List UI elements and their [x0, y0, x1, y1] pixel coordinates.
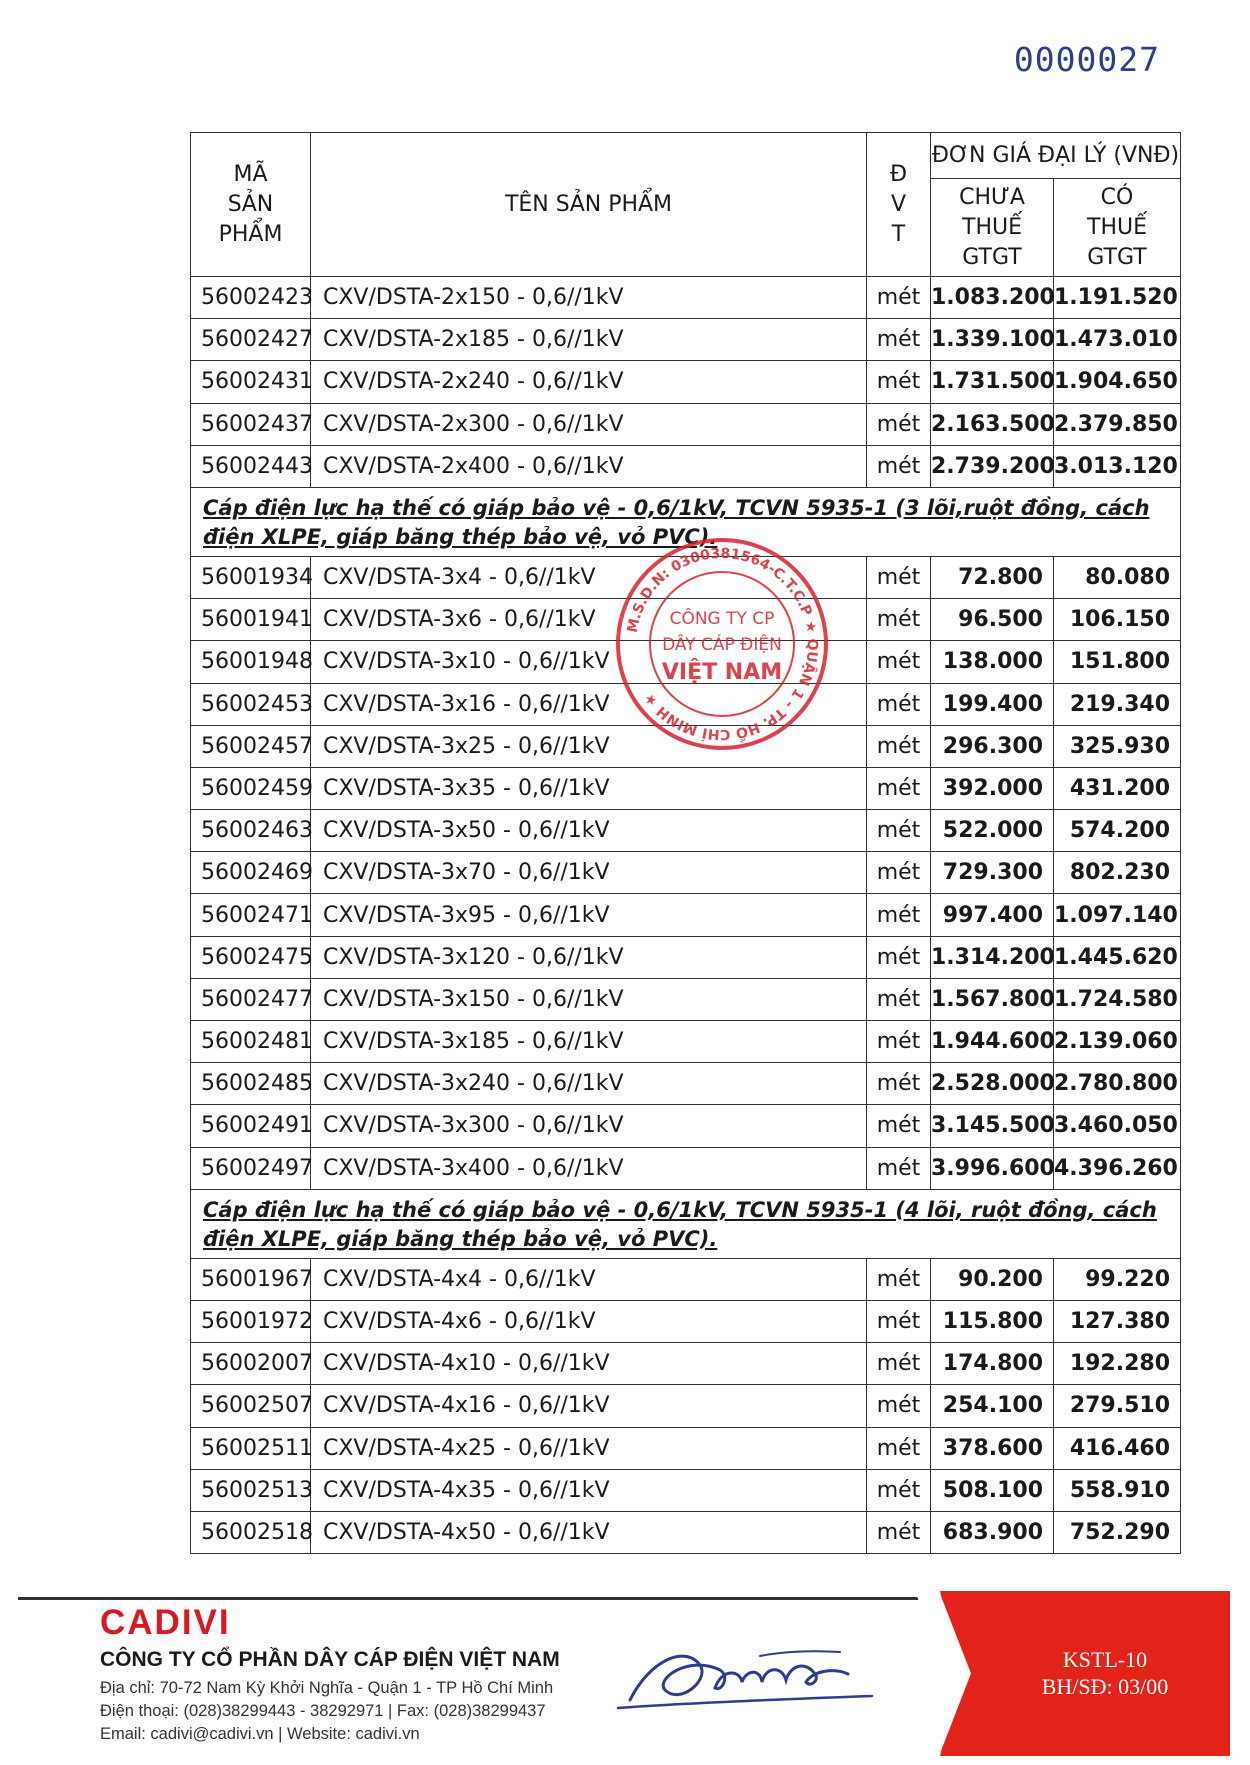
product-name: CXV/DSTA-3x150 - 0,6//1kV — [311, 978, 867, 1020]
unit-cell: mét — [867, 1147, 931, 1189]
unit-cell: mét — [867, 978, 931, 1020]
price-incl-vat: 99.220 — [1054, 1258, 1181, 1300]
price-excl-vat: 1.944.600 — [931, 1021, 1054, 1063]
product-code: 56002469 — [191, 852, 311, 894]
price-excl-vat: 174.800 — [931, 1343, 1054, 1385]
product-name: CXV/DSTA-2x240 - 0,6//1kV — [311, 361, 867, 403]
unit-cell: mét — [867, 1469, 931, 1511]
product-name: CXV/DSTA-4x10 - 0,6//1kV — [311, 1343, 867, 1385]
brand-logo: CADIVI — [100, 1603, 231, 1642]
table-row — [191, 361, 1181, 403]
price-excl-vat: 729.300 — [931, 852, 1054, 894]
price-excl-vat: 296.300 — [931, 725, 1054, 767]
price-excl-vat: 96.500 — [931, 599, 1054, 641]
price-excl-vat: 90.200 — [931, 1258, 1054, 1300]
product-code: 56002475 — [191, 936, 311, 978]
unit-cell: mét — [867, 810, 931, 852]
header-unit: Đ V T — [867, 133, 931, 277]
table-row — [191, 1147, 1181, 1189]
header-code: MÃ SẢN PHẨM — [191, 133, 311, 277]
product-name: CXV/DSTA-3x16 - 0,6//1kV — [311, 683, 867, 725]
price-excl-vat: 138.000 — [931, 641, 1054, 683]
price-excl-vat: 199.400 — [931, 683, 1054, 725]
table-row — [191, 852, 1181, 894]
product-code: 56002497 — [191, 1147, 311, 1189]
unit-cell: mét — [867, 936, 931, 978]
table-row — [191, 894, 1181, 936]
product-code: 56002477 — [191, 978, 311, 1020]
product-code: 56001934 — [191, 556, 311, 598]
section-heading-4-core — [191, 1189, 1181, 1258]
price-incl-vat: 325.930 — [1054, 725, 1181, 767]
price-excl-vat: 1.567.800 — [931, 978, 1054, 1020]
price-incl-vat: 558.910 — [1054, 1469, 1181, 1511]
product-code: 56002427 — [191, 319, 311, 361]
price-incl-vat: 1.097.140 — [1054, 894, 1181, 936]
unit-cell: mét — [867, 1258, 931, 1300]
price-incl-vat: 2.379.850 — [1054, 403, 1181, 445]
price-incl-vat: 802.230 — [1054, 852, 1181, 894]
unit-cell: mét — [867, 1063, 931, 1105]
product-name: CXV/DSTA-4x35 - 0,6//1kV — [311, 1469, 867, 1511]
product-name: CXV/DSTA-2x150 - 0,6//1kV — [311, 277, 867, 319]
company-seal-stamp — [612, 534, 832, 754]
product-name: CXV/DSTA-3x6 - 0,6//1kV — [311, 599, 867, 641]
unit-cell: mét — [867, 361, 931, 403]
unit-cell: mét — [867, 1343, 931, 1385]
product-code: 56001948 — [191, 641, 311, 683]
product-code: 56002443 — [191, 445, 311, 487]
price-excl-vat: 997.400 — [931, 894, 1054, 936]
product-name: CXV/DSTA-4x25 - 0,6//1kV — [311, 1427, 867, 1469]
company-address: Địa chỉ: 70-72 Nam Kỳ Khởi Nghĩa - Quận 1 - TP Hồ Chí Minh — [100, 1679, 554, 1697]
table-row — [191, 1427, 1181, 1469]
product-code: 56002471 — [191, 894, 311, 936]
unit-cell: mét — [867, 641, 931, 683]
header-name: TÊN SẢN PHẨM — [311, 133, 867, 277]
price-incl-vat: 574.200 — [1054, 810, 1181, 852]
product-code: 56002481 — [191, 1021, 311, 1063]
unit-cell: mét — [867, 1105, 931, 1147]
table-row — [191, 767, 1181, 809]
product-code: 56002453 — [191, 683, 311, 725]
product-name: CXV/DSTA-3x70 - 0,6//1kV — [311, 852, 867, 894]
product-name: CXV/DSTA-2x185 - 0,6//1kV — [311, 319, 867, 361]
product-code: 56002457 — [191, 725, 311, 767]
table-row — [191, 936, 1181, 978]
product-name: CXV/DSTA-3x4 - 0,6//1kV — [311, 556, 867, 598]
price-incl-vat: 1.445.620 — [1054, 936, 1181, 978]
unit-cell: mét — [867, 277, 931, 319]
table-row — [191, 978, 1181, 1020]
unit-cell: mét — [867, 683, 931, 725]
unit-cell: mét — [867, 1385, 931, 1427]
product-name: CXV/DSTA-3x185 - 0,6//1kV — [311, 1021, 867, 1063]
table-row — [191, 1385, 1181, 1427]
price-incl-vat: 219.340 — [1054, 683, 1181, 725]
product-name: CXV/DSTA-3x35 - 0,6//1kV — [311, 767, 867, 809]
product-code: 56001972 — [191, 1300, 311, 1342]
price-excl-vat: 522.000 — [931, 810, 1054, 852]
product-name: CXV/DSTA-2x300 - 0,6//1kV — [311, 403, 867, 445]
unit-cell: mét — [867, 319, 931, 361]
product-name: CXV/DSTA-3x240 - 0,6//1kV — [311, 1063, 867, 1105]
product-code: 56002431 — [191, 361, 311, 403]
product-code: 56002491 — [191, 1105, 311, 1147]
product-code: 56002485 — [191, 1063, 311, 1105]
table-row — [191, 1105, 1181, 1147]
product-code: 56002459 — [191, 767, 311, 809]
table-row — [191, 319, 1181, 361]
product-name: CXV/DSTA-3x25 - 0,6//1kV — [311, 725, 867, 767]
price-incl-vat: 80.080 — [1054, 556, 1181, 598]
table-row — [191, 445, 1181, 487]
table-row — [191, 1343, 1181, 1385]
product-code: 56002463 — [191, 810, 311, 852]
section-title: Cáp điện lực hạ thế có giáp bảo vệ - 0,6/1kV, TCVN 5935-1 (3 lõi,ruột đồng, cách điện XLPE, giáp băng thép bảo vệ, vỏ PVC). — [191, 487, 1181, 556]
price-excl-vat: 508.100 — [931, 1469, 1054, 1511]
price-excl-vat: 1.339.100 — [931, 319, 1054, 361]
product-name: CXV/DSTA-3x10 - 0,6//1kV — [311, 641, 867, 683]
unit-cell: mét — [867, 852, 931, 894]
price-incl-vat: 192.280 — [1054, 1343, 1181, 1385]
product-code: 56001967 — [191, 1258, 311, 1300]
price-excl-vat: 3.996.600 — [931, 1147, 1054, 1189]
table-row — [191, 403, 1181, 445]
section-title: Cáp điện lực hạ thế có giáp bảo vệ - 0,6/1kV, TCVN 5935-1 (4 lõi, ruột đồng, cách điện XLPE, giáp băng thép bảo vệ, vỏ PVC). — [191, 1189, 1181, 1258]
unit-cell: mét — [867, 1511, 931, 1553]
unit-cell: mét — [867, 894, 931, 936]
price-incl-vat: 752.290 — [1054, 1511, 1181, 1553]
table-row — [191, 810, 1181, 852]
price-excl-vat: 2.739.200 — [931, 445, 1054, 487]
product-code: 56002423 — [191, 277, 311, 319]
price-excl-vat: 1.083.200 — [931, 277, 1054, 319]
price-incl-vat: 2.139.060 — [1054, 1021, 1181, 1063]
seal-line-2: DÂY CÁP ĐIỆN — [662, 635, 782, 655]
seal-line-1: CÔNG TY CP — [669, 609, 775, 629]
price-incl-vat: 1.473.010 — [1054, 319, 1181, 361]
price-incl-vat: 2.780.800 — [1054, 1063, 1181, 1105]
table-header-row — [191, 133, 1181, 179]
product-code: 56002437 — [191, 403, 311, 445]
price-incl-vat: 1.724.580 — [1054, 978, 1181, 1020]
table-row — [191, 1300, 1181, 1342]
product-name: CXV/DSTA-3x400 - 0,6//1kV — [311, 1147, 867, 1189]
unit-cell: mét — [867, 1427, 931, 1469]
price-incl-vat: 3.460.050 — [1054, 1105, 1181, 1147]
form-code: KSTL-10 — [1062, 1647, 1148, 1672]
product-code: 56002518 — [191, 1511, 311, 1553]
product-name: CXV/DSTA-3x50 - 0,6//1kV — [311, 810, 867, 852]
product-code: 56002007 — [191, 1343, 311, 1385]
form-revision: BH/SĐ: 03/00 — [1041, 1674, 1169, 1699]
price-incl-vat: 127.380 — [1054, 1300, 1181, 1342]
seal-ring-text: M.S.D.N: 0300381564-C.T.C.P ★ QUẬN 1 - TP. HỒ CHÍ MINH ★ — [624, 545, 821, 743]
price-incl-vat: 106.150 — [1054, 599, 1181, 641]
price-incl-vat: 1.904.650 — [1054, 361, 1181, 403]
price-incl-vat: 3.013.120 — [1054, 445, 1181, 487]
table-row — [191, 1469, 1181, 1511]
unit-cell: mét — [867, 1021, 931, 1063]
product-name: CXV/DSTA-4x6 - 0,6//1kV — [311, 1300, 867, 1342]
product-name: CXV/DSTA-3x95 - 0,6//1kV — [311, 894, 867, 936]
price-excl-vat: 254.100 — [931, 1385, 1054, 1427]
price-incl-vat: 431.200 — [1054, 767, 1181, 809]
product-name: CXV/DSTA-4x50 - 0,6//1kV — [311, 1511, 867, 1553]
price-excl-vat: 683.900 — [931, 1511, 1054, 1553]
price-excl-vat: 3.145.500 — [931, 1105, 1054, 1147]
product-code: 56002511 — [191, 1427, 311, 1469]
product-name: CXV/DSTA-4x4 - 0,6//1kV — [311, 1258, 867, 1300]
product-code: 56002507 — [191, 1385, 311, 1427]
table-row — [191, 1063, 1181, 1105]
unit-cell: mét — [867, 725, 931, 767]
price-incl-vat: 416.460 — [1054, 1427, 1181, 1469]
price-incl-vat: 4.396.260 — [1054, 1147, 1181, 1189]
company-name: CÔNG TY CỔ PHẦN DÂY CÁP ĐIỆN VIỆT NAM — [100, 1648, 560, 1671]
header-incl-vat: CÓ THUẾ GTGT — [1054, 179, 1181, 277]
price-incl-vat: 279.510 — [1054, 1385, 1181, 1427]
handwritten-signature — [610, 1630, 880, 1720]
unit-cell: mét — [867, 556, 931, 598]
price-incl-vat: 151.800 — [1054, 641, 1181, 683]
price-excl-vat: 1.314.200 — [931, 936, 1054, 978]
unit-cell: mét — [867, 1300, 931, 1342]
product-name: CXV/DSTA-3x120 - 0,6//1kV — [311, 936, 867, 978]
product-name: CXV/DSTA-2x400 - 0,6//1kV — [311, 445, 867, 487]
price-excl-vat: 115.800 — [931, 1300, 1054, 1342]
table-row — [191, 1258, 1181, 1300]
table-row — [191, 1021, 1181, 1063]
price-excl-vat: 378.600 — [931, 1427, 1054, 1469]
company-contact: Email: cadivi@cadivi.vn | Website: cadivi.vn — [100, 1725, 420, 1743]
price-excl-vat: 1.731.500 — [931, 361, 1054, 403]
price-excl-vat: 72.800 — [931, 556, 1054, 598]
product-name: CXV/DSTA-3x300 - 0,6//1kV — [311, 1105, 867, 1147]
unit-cell: mét — [867, 445, 931, 487]
price-excl-vat: 392.000 — [931, 767, 1054, 809]
unit-cell: mét — [867, 599, 931, 641]
price-table — [190, 132, 1181, 1554]
header-excl-vat: CHƯA THUẾ GTGT — [931, 179, 1054, 277]
header-price-group: ĐƠN GIÁ ĐẠI LÝ (VNĐ) — [931, 133, 1181, 179]
price-excl-vat: 2.163.500 — [931, 403, 1054, 445]
table-row — [191, 277, 1181, 319]
price-incl-vat: 1.191.520 — [1054, 277, 1181, 319]
unit-cell: mét — [867, 767, 931, 809]
product-code: 56002513 — [191, 1469, 311, 1511]
table-row — [191, 1511, 1181, 1553]
price-excl-vat: 2.528.000 — [931, 1063, 1054, 1105]
seal-line-3: VIỆT NAM — [661, 660, 783, 685]
company-phone: Điện thoại: (028)38299443 - 38292971 | Fax: (028)38299437 — [100, 1702, 546, 1720]
product-code: 56001941 — [191, 599, 311, 641]
unit-cell: mét — [867, 403, 931, 445]
document-number: 0000027 — [1013, 40, 1160, 79]
product-name: CXV/DSTA-4x16 - 0,6//1kV — [311, 1385, 867, 1427]
